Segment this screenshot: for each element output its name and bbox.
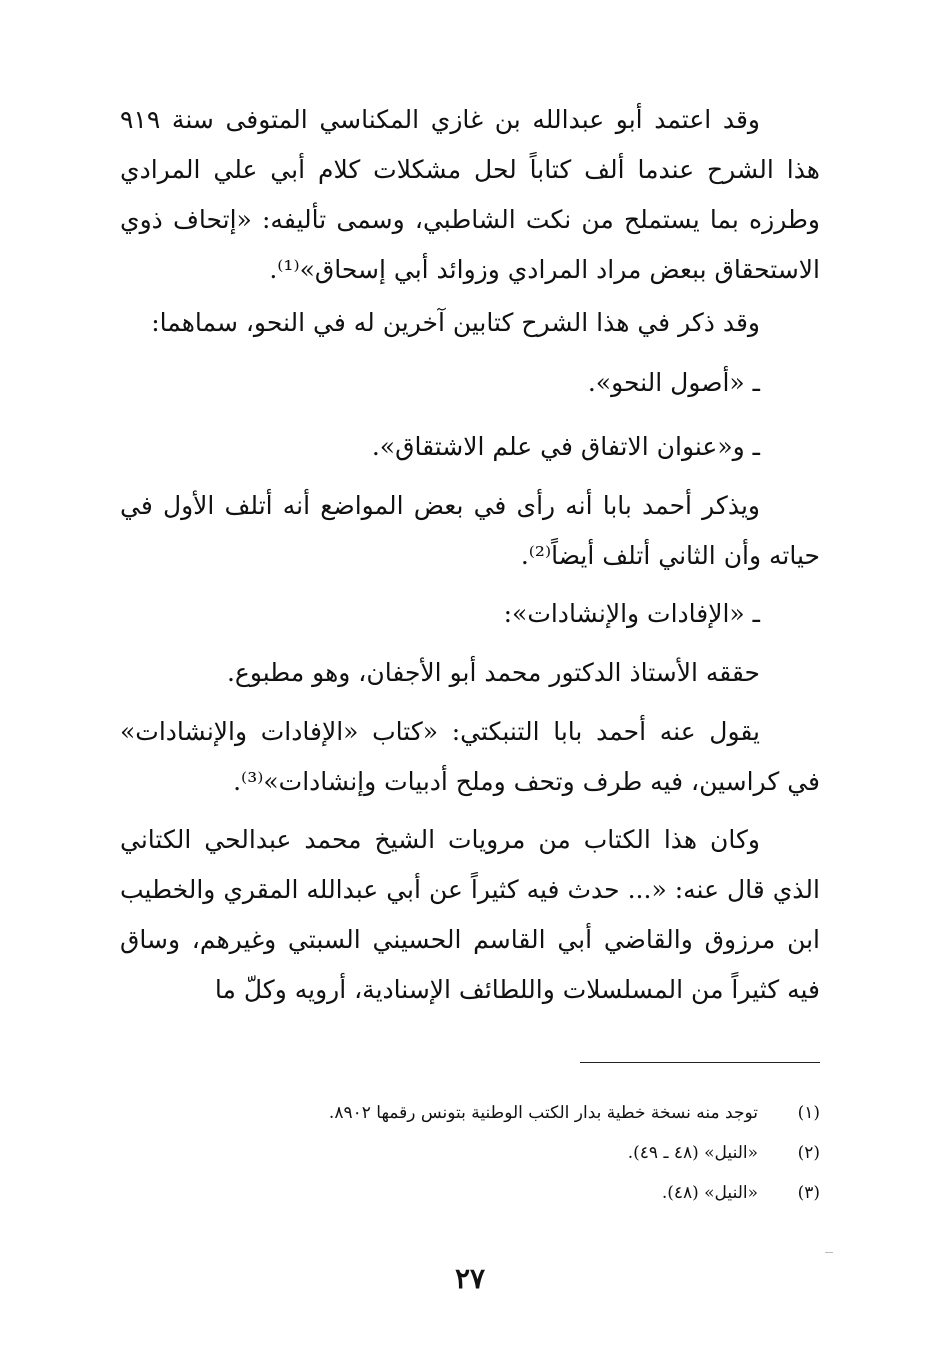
scan-speck bbox=[825, 1252, 833, 1253]
list-item-usul-nahw: ـ «أصول النحو». bbox=[587, 368, 760, 397]
footnotes bbox=[120, 1093, 820, 1213]
footnote-1 bbox=[120, 1093, 820, 1133]
paragraph-kattani: وكان هذا الكتاب من مرويات الشيخ محمد عبدالحي الكتاني الذي قال عنه: «... حدث فيه كثيراً عن أبي عبدالله المقري والخطيب ابن مرزوق والقاضي أبي القاسم الحسيني السبتي وغيرهم، وساق فيه كثيراً من المسلسلات واللطائف الإسنادية، أرويه وكلّ ما bbox=[120, 825, 820, 1004]
footnote-3 bbox=[120, 1173, 820, 1213]
list-item-unwan-ittifaq: ـ و«عنوان الاتفاق في علم الاشتقاق». bbox=[371, 432, 760, 461]
footnote-text: توجد منه نسخة خطية بدار الكتب الوطنية بتونس رقمها ٨٩٠٢. bbox=[328, 1103, 758, 1123]
footnote-number: (٣) bbox=[797, 1183, 820, 1203]
paragraph-two-books: وقد ذكر في هذا الشرح كتابين آخرين له في النحو، سماهما: bbox=[151, 308, 760, 337]
list-item-ifadat: ـ «الإفادات والإنشادات»: bbox=[503, 599, 760, 628]
footnote-text: «النيل» (٤٨). bbox=[661, 1183, 758, 1203]
footnote-2 bbox=[120, 1133, 820, 1173]
footnote-text: «النيل» (٤٨ ـ ٤٩). bbox=[627, 1143, 758, 1163]
footnote-number: (١) bbox=[797, 1103, 820, 1123]
footnote-number: (٢) bbox=[797, 1143, 820, 1163]
paragraph-tinbukti: يقول عنه أحمد بابا التنبكتي: «كتاب «الإفادات والإنشادات» في كراسين، فيه طرف وتحف وملح أدبيات وإنشادات»⁽³⁾. bbox=[120, 717, 820, 796]
paragraph-editor: حققه الأستاذ الدكتور محمد أبو الأجفان، وهو مطبوع. bbox=[226, 658, 760, 687]
page-number: ٢٧ bbox=[454, 1262, 486, 1295]
paragraph-ibn-ghazi: وقد اعتمد أبو عبدالله بن غازي المكناسي المتوفى سنة ٩١٩ هذا الشرح عندما ألف كتاباً لحل مشكلات كلام أبي علي المرادي وطرزه بما يستملح من نكت الشاطبي، وسمى تأليفه: «إتحاف ذوي الاستحقاق ببعض مراد المرادي وزوائد أبي إسحاق»⁽¹⁾. bbox=[120, 105, 820, 284]
paragraph-ahmad-baba: ويذكر أحمد بابا أنه رأى في بعض المواضع أنه أتلف الأول في حياته وأن الثاني أتلف أيضاً⁽²⁾. bbox=[120, 491, 820, 570]
footnote-separator bbox=[580, 1062, 820, 1063]
